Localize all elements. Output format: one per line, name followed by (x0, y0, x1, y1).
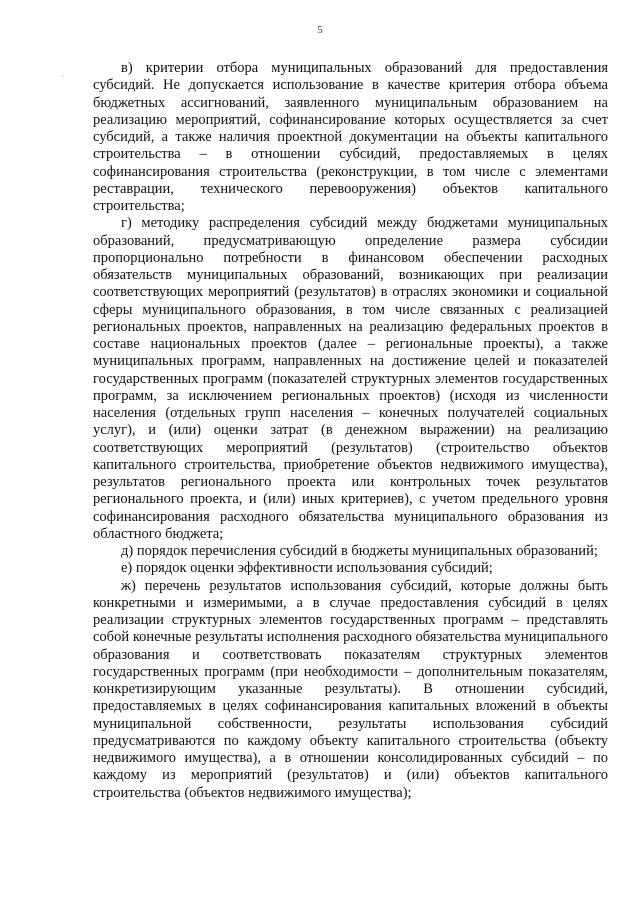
paragraph-e-efficiency-evaluation: е) порядок оценки эффективности использования субсидий; (121, 560, 493, 577)
paragraph-g-distribution-method: г) методику распределения субсидий между бюджетами муниципальных образований, предусматривающую определение размера субсидии пропорционально потребности в финансовом обеспечении расходных обязательств муниципальных образований, возникающих при реализации соответствующих мероприятий (результатов) в отраслях экономики и социальной сферы муниципального образования, в том числе связанных с реализацией региональных проектов, направленных на реализацию федеральных проектов в составе национальных проектов (далее – региональные проекты), а также муниципальных программ, направленных на достижение целей и показателей государственных программ (показателей структурных элементов государственных программ, за исключением региональных проектов) (исходя из численности населения (отдельных групп населения – конечных получателей социальных услуг), и (или) оценки затрат (в денежном выражении) на реализацию соответствующих мероприятий (результатов) (строительство объектов капитального строительства, приобретение объектов недвижимого имущества), результатов регионального проекта или контрольных точек результатов регионального проекта, и (или) иных критериев), с учетом предельного уровня софинансирования расходного обязательства муниципального образования из областного бюджета; (93, 215, 608, 542)
paragraph-d-transfer-procedure: д) порядок перечисления субсидий в бюджеты муниципальных образований; (121, 543, 598, 559)
scan-mark (62, 76, 63, 77)
paragraph-v-selection-criteria: в) критерии отбора муниципальных образований для предоставления субсидий. Не допускается использование в качестве критерия отбора объема бюджетных ассигнований, заявленного муниципальным образованием на реализацию мероприятий, софинансирование которых осуществляется за счет субсидий, а также наличия проектной документации на объекты капитального строительства – в отношении субсидий, предоставляемых в целях софинансирования строительства (реконструкции, в том числе с элементами реставрации, технического перевооружения) объектов капитального строительства; (93, 60, 608, 214)
document-body (93, 60, 608, 802)
page-number: 5 (317, 24, 323, 36)
paragraph-zh-results-list: ж) перечень результатов использования субсидий, которые должны быть конкретными и измеримыми, а в случае предоставления субсидий в целях реализации структурных элементов государственных программ – представлять собой конечные результаты исполнения расходного обязательства муниципального образования и соответствовать показателям структурных элементов государственных программ (при необходимости – дополнительным показателям, конкретизирующим указанные результаты). В отношении субсидий, предоставляемых в целях софинансирования капитальных вложений в объекты муниципальной собственности, результаты использования субсидий предусматриваются по каждому объекту капитального строительства (объекту недвижимого имущества), а в отношении консолидированных субсидий – по каждому из мероприятий (результатов) и (или) объектов капитального строительства (объектов недвижимого имущества); (93, 577, 608, 801)
